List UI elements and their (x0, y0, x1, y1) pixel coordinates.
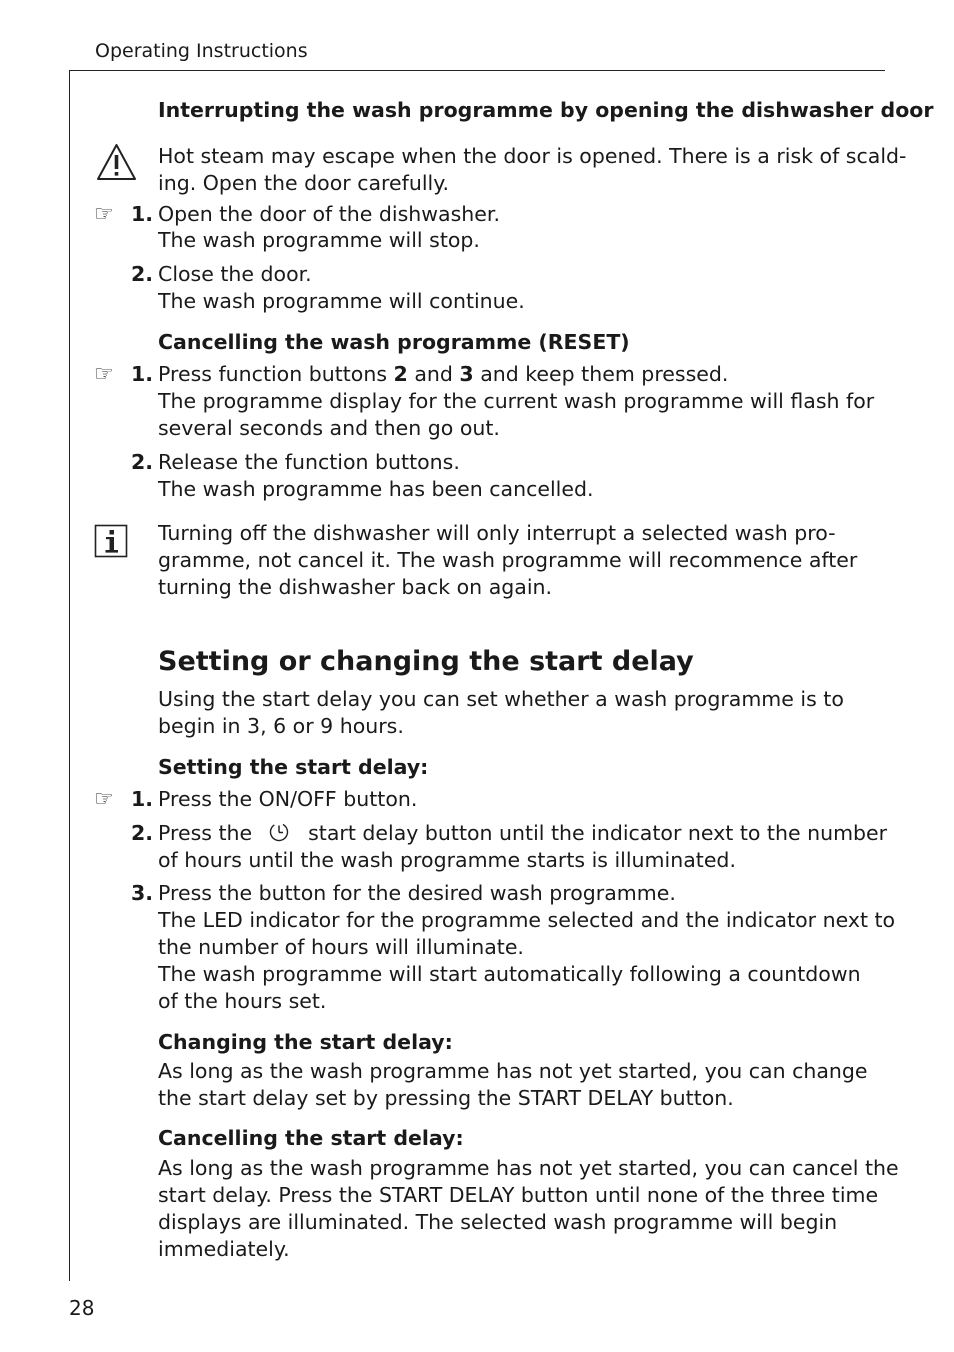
step-text: of the hours set. (158, 989, 327, 1013)
step-number: 1. (131, 202, 154, 226)
step-text: Press the button for the desired wash programme. (158, 881, 676, 905)
intro-line-1: Using the start delay you can set whether a wash programme is to (158, 687, 844, 711)
pointing-hand-icon: ☞ (94, 362, 114, 387)
warning-line-2: ing. Open the door carefully. (158, 171, 449, 195)
clock-icon (268, 821, 290, 843)
interrupt-heading: Interrupting the wash programme by opening the dishwasher door (158, 98, 934, 122)
info-line-3: turning the dishwasher back on again. (158, 575, 553, 599)
step-number: 2. (131, 262, 154, 286)
button-number: 2 (393, 362, 408, 386)
cancel-line-1: As long as the wash programme has not yet started, you can cancel the (158, 1156, 899, 1180)
step-number: 2. (131, 821, 154, 845)
cancel-heading: Cancelling the start delay: (158, 1126, 464, 1150)
pointing-hand-icon: ☞ (94, 787, 114, 812)
step-text: Press the start delay button until the indicator next to the number (158, 821, 888, 845)
reset-heading: Cancelling the wash programme (RESET) (158, 330, 630, 354)
step-text: Close the door. (158, 262, 312, 286)
header-rule (69, 70, 885, 71)
step-text: Press function buttons 2 and 3 and keep them pressed. (158, 362, 729, 386)
page-number: 28 (69, 1296, 95, 1320)
setting-heading: Setting the start delay: (158, 755, 429, 779)
changing-line-1: As long as the wash programme has not yet started, you can change (158, 1059, 868, 1083)
info-icon (94, 524, 128, 558)
step-text: The wash programme has been cancelled. (158, 477, 594, 501)
step-number: 3. (131, 881, 154, 905)
changing-line-2: the start delay set by pressing the START DELAY button. (158, 1086, 734, 1110)
step-text: The programme display for the current wash programme will flash for (158, 389, 875, 413)
step-text: several seconds and then go out. (158, 416, 500, 440)
cancel-line-4: immediately. (158, 1237, 290, 1261)
info-line-2: gramme, not cancel it. The wash programme will recommence after (158, 548, 858, 572)
changing-heading: Changing the start delay: (158, 1030, 453, 1054)
step-text: The wash programme will continue. (158, 289, 525, 313)
pointing-hand-icon: ☞ (94, 202, 114, 227)
step-text: The wash programme will stop. (158, 228, 480, 252)
step-text: of hours until the wash programme starts is illuminated. (158, 848, 736, 872)
button-number: 3 (459, 362, 474, 386)
step-text: Press the ON/OFF button. (158, 787, 418, 811)
intro-line-2: begin in 3, 6 or 9 hours. (158, 714, 404, 738)
step-number: 1. (131, 362, 154, 386)
cancel-line-2: start delay. Press the START DELAY button until none of the three time (158, 1183, 879, 1207)
step-number: 1. (131, 787, 154, 811)
info-line-1: Turning off the dishwasher will only interrupt a selected wash pro- (158, 521, 836, 545)
step-text: the number of hours will illuminate. (158, 935, 524, 959)
margin-rule (69, 70, 70, 1281)
page-header: Operating Instructions (95, 40, 308, 62)
step-text: The wash programme will start automatically following a countdown (158, 962, 861, 986)
warning-triangle-icon (95, 141, 138, 184)
step-number: 2. (131, 450, 154, 474)
step-text: Release the function buttons. (158, 450, 460, 474)
step-text: Open the door of the dishwasher. (158, 202, 500, 226)
step-text: The LED indicator for the programme selected and the indicator next to (158, 908, 896, 932)
section-title: Setting or changing the start delay (158, 646, 694, 677)
cancel-line-3: displays are illuminated. The selected wash programme will begin (158, 1210, 838, 1234)
warning-line-1: Hot steam may escape when the door is opened. There is a risk of scald- (158, 144, 907, 168)
